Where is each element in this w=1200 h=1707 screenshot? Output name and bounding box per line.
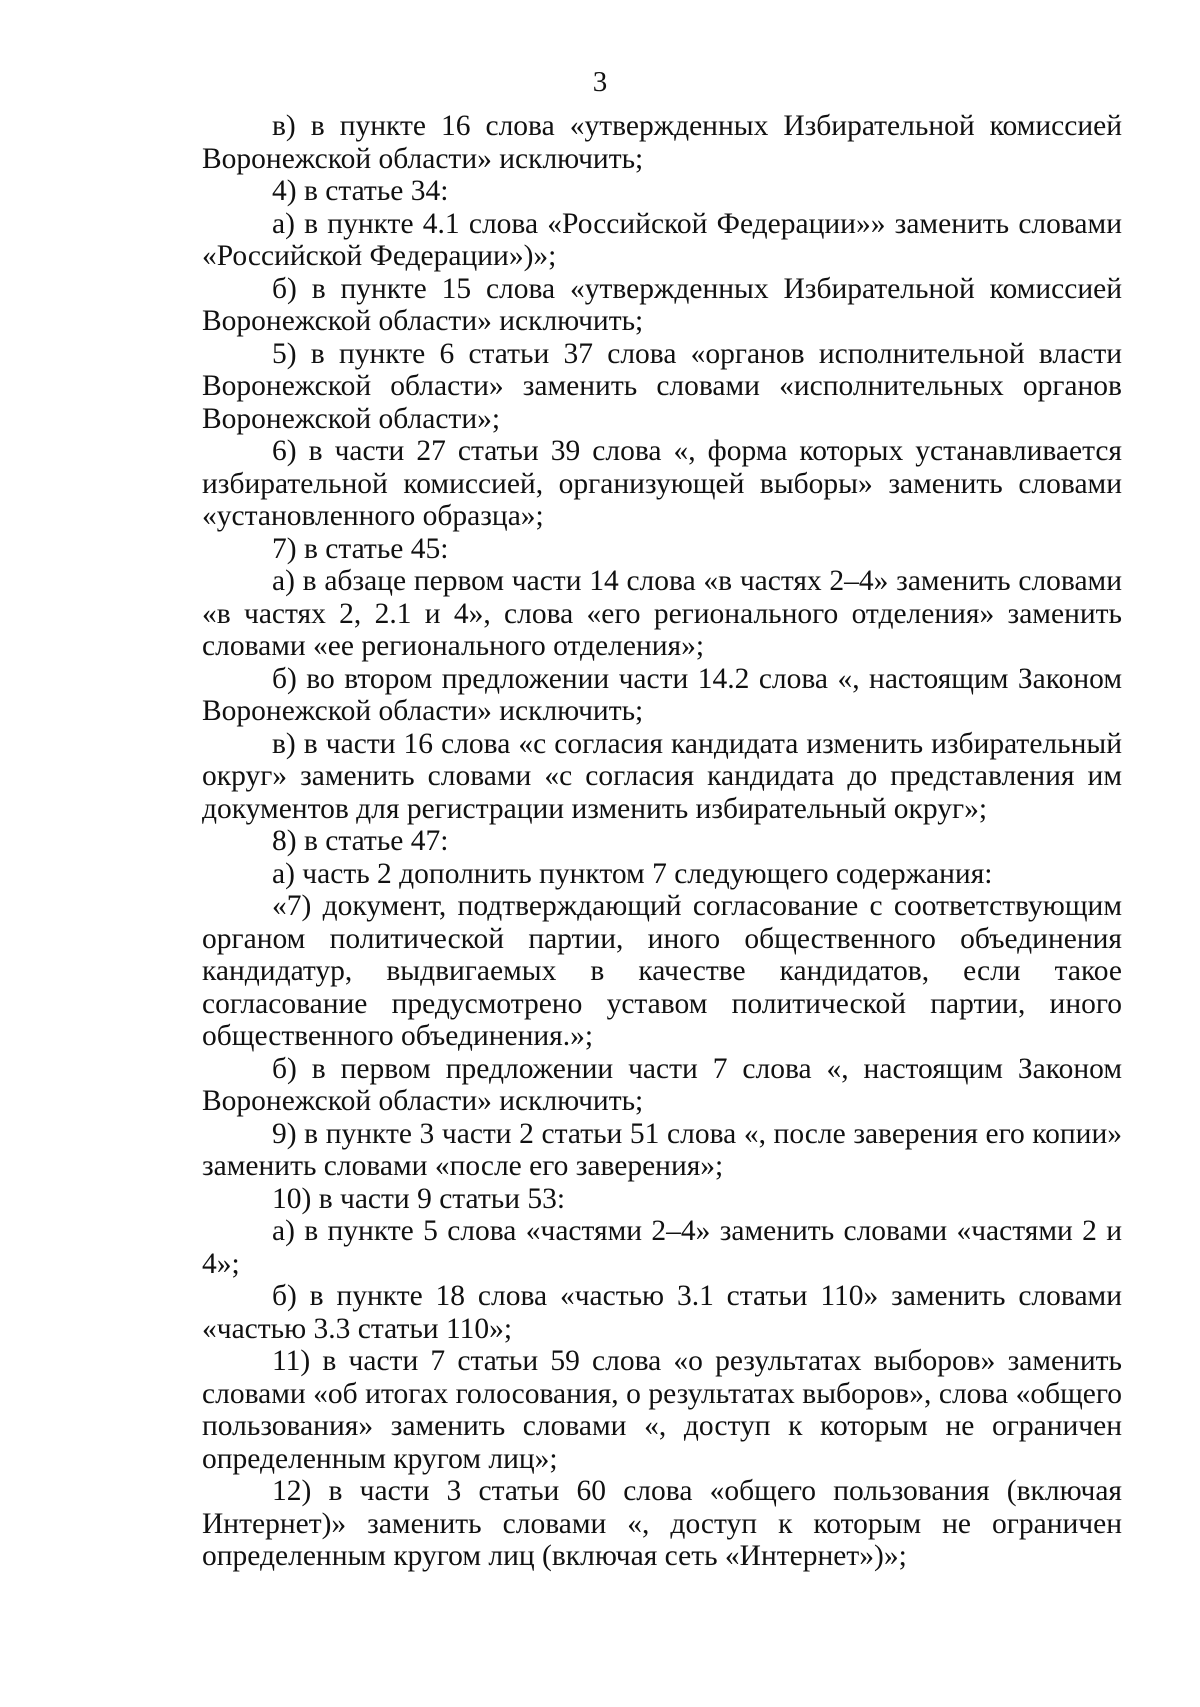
paragraph: «7) документ, подтверждающий согласование с соответствующим органом политической партии, иного общественного объединения кандидатур, выдвигаемых в качестве кандидатов, если такое согласование предусмотрено уставом политической партии, иного общественного объединения.»;: [202, 890, 1122, 1052]
paragraph: 11) в части 7 статьи 59 слова «о результатах выборов» заменить словами «об итогах голосования, о результатах выборов», слова «общего пользования» заменить словами «, доступ к которым не ограничен определенным кругом лиц»;: [202, 1345, 1122, 1475]
paragraph: 4) в статье 34:: [272, 175, 449, 207]
paragraph: в) в пункте 16 слова «утвержденных Избирательной комиссией Воронежской области» исключить;: [202, 110, 1122, 175]
paragraph: 10) в части 9 статьи 53:: [272, 1182, 566, 1215]
paragraph: в) в части 16 слова «с согласия кандидата изменить избирательный округ» заменить словами «с согласия кандидата до представления им документов для регистрации изменить избирательный округ»;: [202, 727, 1122, 825]
paragraph: а) в абзаце первом части 14 слова «в частях 2–4» заменить словами «в частях 2, 2.1 и 4», слова «его регионального отделения» заменить словами «ее регионального отделения»;: [202, 565, 1122, 662]
page-number: 3: [592, 66, 608, 98]
paragraph: 9) в пункте 3 части 2 статьи 51 слова «, после заверения его копии» заменить словами «после его заверения»;: [202, 1117, 1122, 1182]
paragraph: 8) в статье 47:: [272, 825, 449, 857]
paragraph: б) в первом предложении части 7 слова «, настоящим Законом Воронежской области» исключить;: [202, 1052, 1122, 1117]
paragraph: 5) в пункте 6 статьи 37 слова «органов исполнительной власти Воронежской области» заменить словами «исполнительных органов Воронежской области»;: [202, 337, 1122, 435]
paragraph: а) в пункте 5 слова «частями 2–4» заменить словами «частями 2 и 4»;: [202, 1215, 1122, 1280]
document-body: [202, 110, 1122, 1573]
paragraph: 7) в статье 45:: [272, 532, 449, 565]
paragraph: б) во втором предложении части 14.2 слова «, настоящим Законом Воронежской области» исключить;: [202, 662, 1122, 727]
paragraph: 6) в части 27 статьи 39 слова «, форма которых устанавливается избирательной комиссией, организующей выборы» заменить словами «установленного образца»;: [202, 435, 1122, 532]
paragraph: а) в пункте 4.1 слова «Российской Федерации»» заменить словами «Российской Федерации»)»;: [202, 207, 1122, 272]
paragraph: 12) в части 3 статьи 60 слова «общего пользования (включая Интернет)» заменить словами «, доступ к которым не ограничен определенным кругом лиц (включая сеть «Интернет»)»;: [202, 1475, 1122, 1572]
paragraph: б) в пункте 15 слова «утвержденных Избирательной комиссией Воронежской области» исключить;: [202, 272, 1122, 337]
paragraph: а) часть 2 дополнить пунктом 7 следующего содержания:: [272, 857, 993, 890]
paragraph: б) в пункте 18 слова «частью 3.1 статьи 110» заменить словами «частью 3.3 статьи 110»;: [202, 1280, 1122, 1345]
